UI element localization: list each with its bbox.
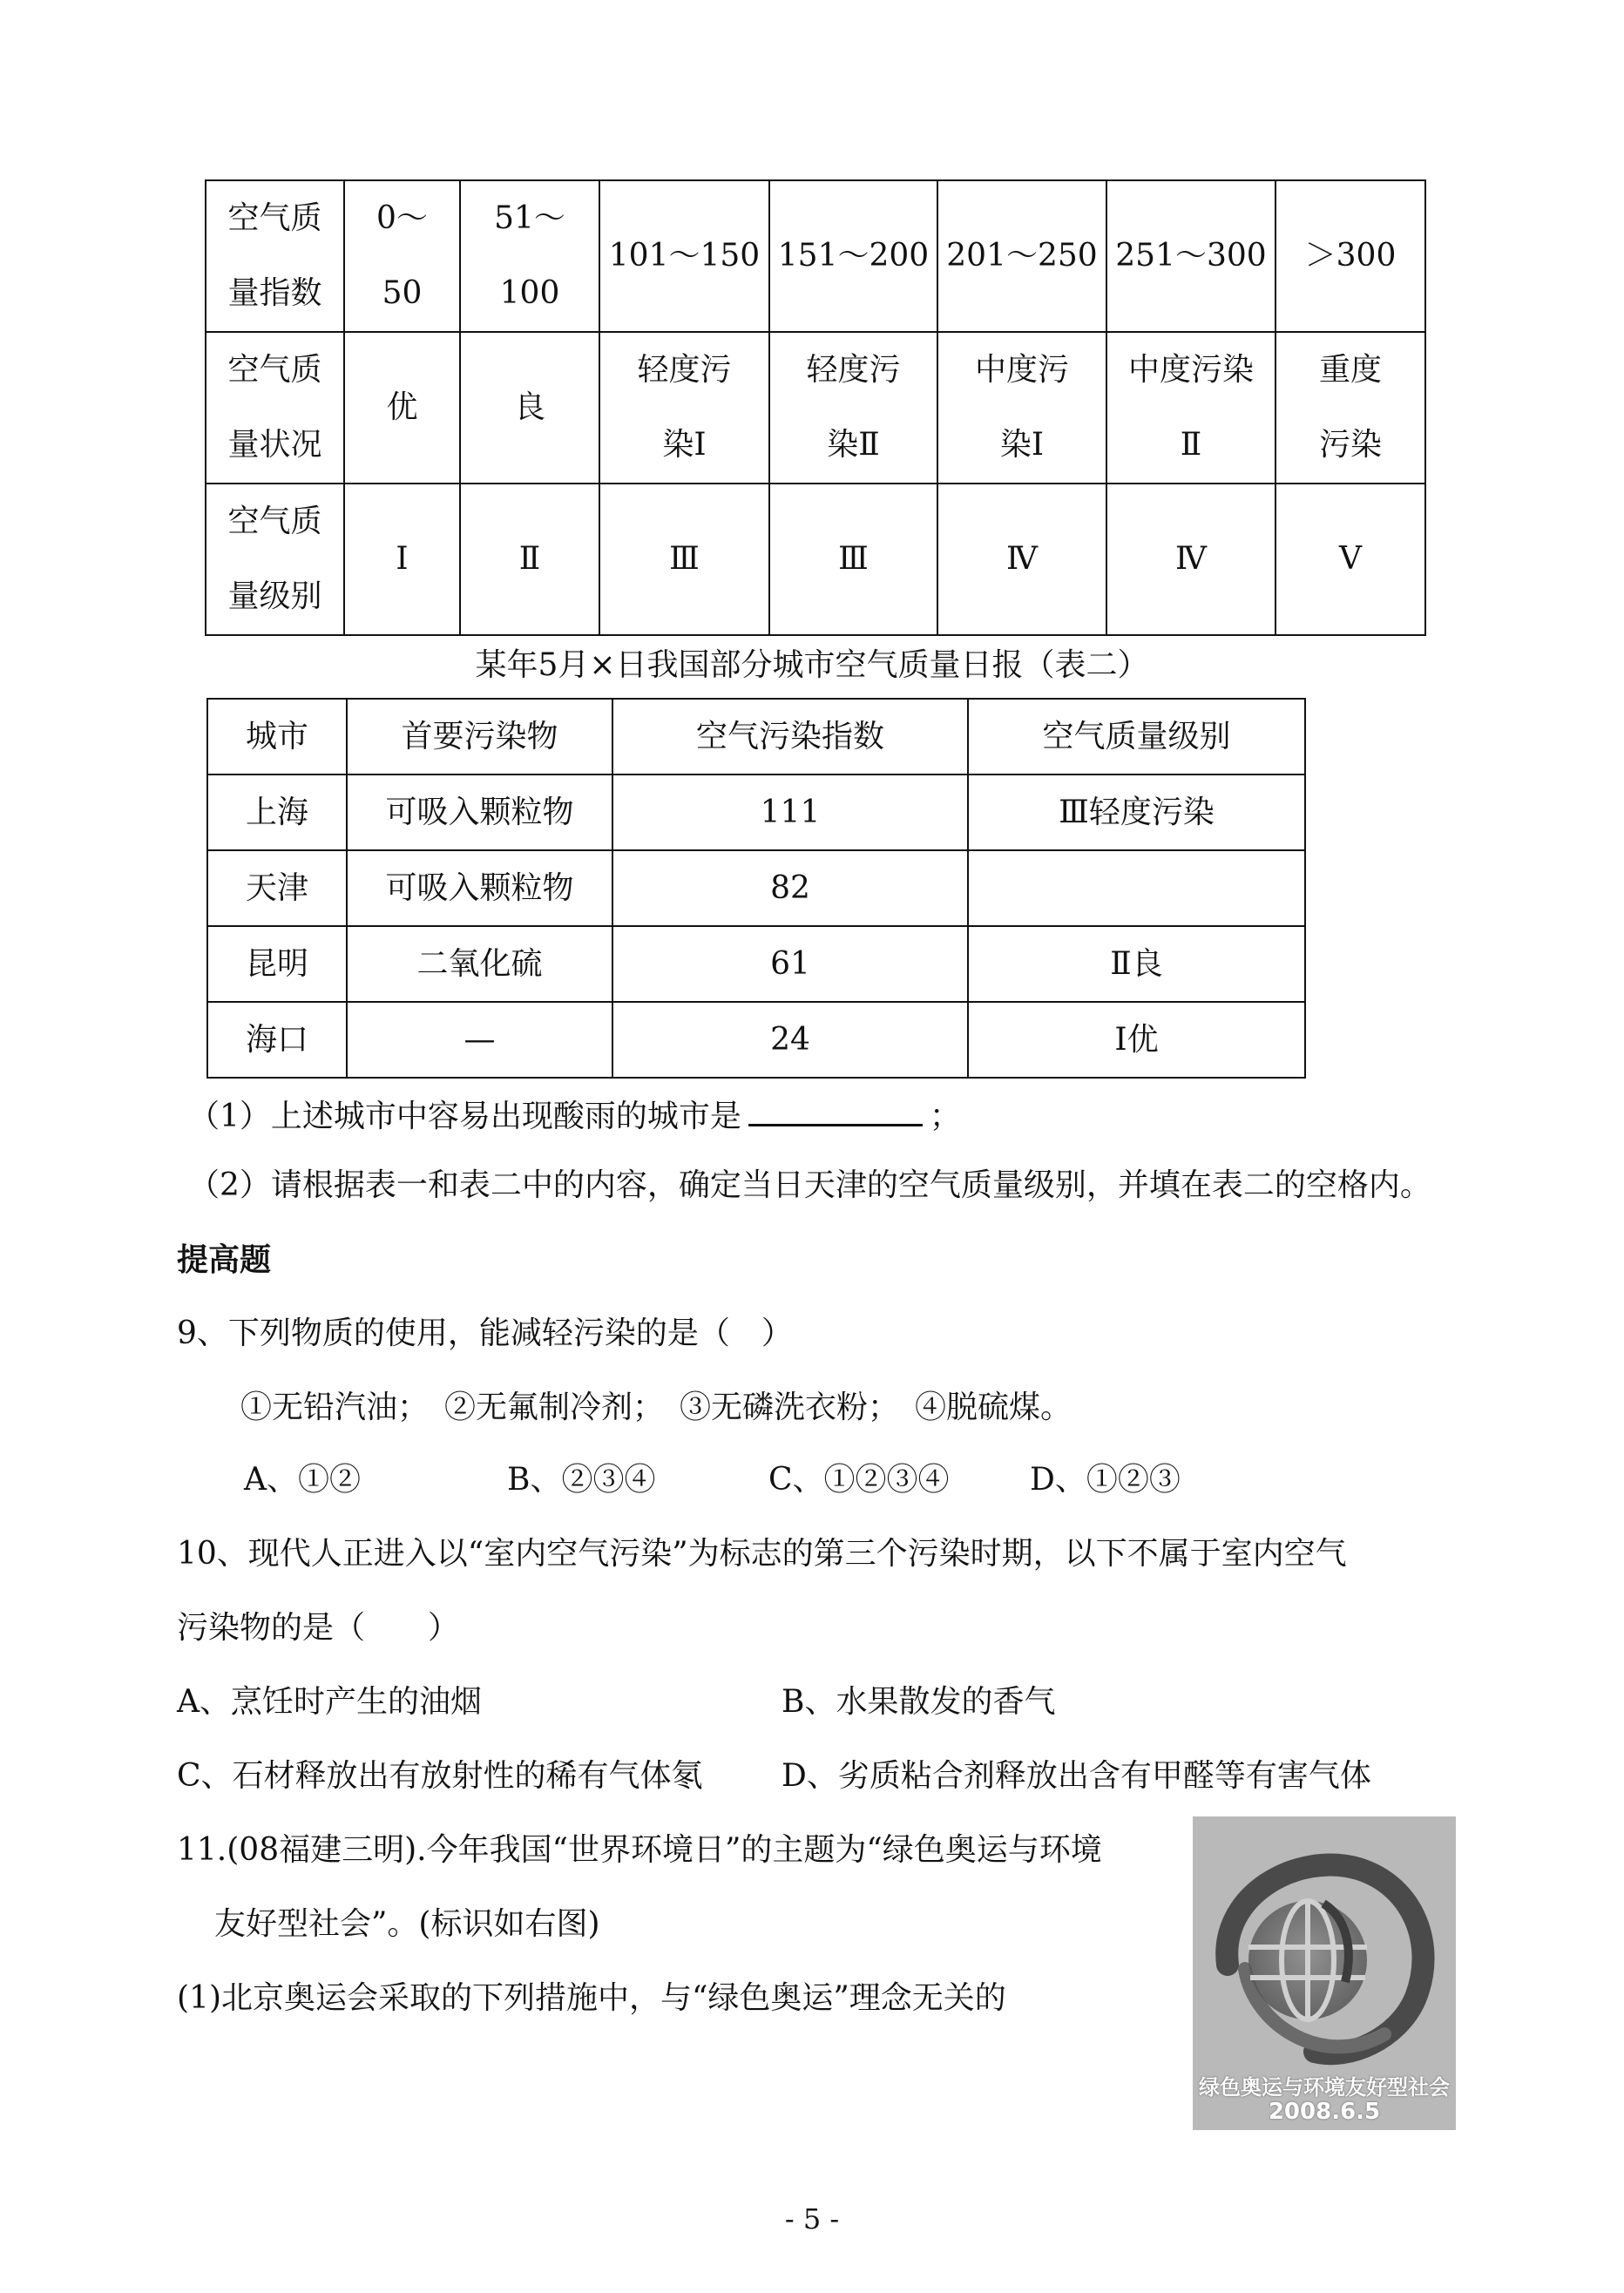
q11-line2: 友好型社会”。(标识如右图) — [214, 1906, 600, 1942]
table-cell: 201～250 — [937, 180, 1106, 332]
table-row — [206, 180, 1425, 332]
table-row — [207, 850, 1305, 926]
table-cell: 61 — [612, 926, 968, 1002]
table-cell: 优 — [344, 332, 460, 484]
answer-blank[interactable] — [748, 1092, 923, 1126]
table-cell: 重度 污染 — [1276, 332, 1425, 484]
table-cell: 可吸入颗粒物 — [347, 774, 612, 850]
table-cell: 51～ 100 — [460, 180, 599, 332]
table-cell: 良 — [460, 332, 599, 484]
q10-option-a: A、烹饪时产生的油烟 — [177, 1684, 482, 1720]
table-cell: Ⅱ — [460, 484, 599, 635]
table-cell: Ⅱ良 — [968, 926, 1305, 1002]
table-cell: Ⅲ — [769, 484, 937, 635]
q10-option-c: C、石材释放出有放射性的稀有气体氡 — [177, 1758, 703, 1794]
table-cell: 空气质 量状况 — [206, 332, 344, 484]
table-cell: — — [347, 1002, 612, 1078]
table-cell: 二氧化硫 — [347, 926, 612, 1002]
logo-text: 绿色奥运与环境友好型社会 — [1199, 2075, 1450, 2100]
table-row — [206, 332, 1425, 484]
q9-option-a: A、①② — [244, 1462, 361, 1498]
column-header: 空气质量级别 — [968, 699, 1305, 774]
section-title: 提高题 — [177, 1241, 272, 1278]
table-cell: 101～150 — [599, 180, 769, 332]
table-cell: 中度污 染Ⅰ — [937, 332, 1106, 484]
q9-stem: 9、下列物质的使用，能减轻污染的是（ ） — [177, 1316, 793, 1351]
q11-line3: (1)北京奥运会采取的下列措施中，与“绿色奥运”理念无关的 — [177, 1980, 1006, 2016]
q10-option-d: D、劣质粘合剂释放出含有甲醛等有害气体 — [782, 1758, 1371, 1794]
table-cell: Ⅰ优 — [968, 1002, 1305, 1078]
table-cell: 251～300 — [1106, 180, 1276, 332]
logo-date: 2008.6.5 — [1268, 2099, 1381, 2125]
table-cell: 空气质 量指数 — [206, 180, 344, 332]
table-cell: 0～ 50 — [344, 180, 460, 332]
table-cell: 昆明 — [207, 926, 347, 1002]
table-cell: Ⅳ — [937, 484, 1106, 635]
table-cell: 轻度污 染Ⅱ — [769, 332, 937, 484]
table-cell: Ⅲ — [599, 484, 769, 635]
table-cell: 轻度污 染Ⅰ — [599, 332, 769, 484]
column-header: 空气污染指数 — [612, 699, 968, 774]
green-olympics-logo — [1193, 1816, 1456, 2130]
q10-stem-line2: 污染物的是（ ） — [177, 1610, 460, 1646]
table-row — [206, 484, 1425, 635]
table-header-row — [207, 699, 1305, 774]
city-air-quality-table — [206, 698, 1306, 1079]
table-cell: 上海 — [207, 774, 347, 850]
table-cell: Ⅳ — [1106, 484, 1276, 635]
aqi-standard-table — [205, 179, 1426, 636]
table2-caption: 某年5月×日我国部分城市空气质量日报（表二） — [475, 647, 1149, 683]
table-cell: 海口 — [207, 1002, 347, 1078]
table-row — [207, 1002, 1305, 1078]
table-cell: 空气质 量级别 — [206, 484, 344, 635]
table-cell: Ⅲ轻度污染 — [968, 774, 1305, 850]
table-cell: Ⅴ — [1276, 484, 1425, 635]
table-cell: 可吸入颗粒物 — [347, 850, 612, 926]
q9-option-d: D、①②③ — [1030, 1462, 1181, 1498]
table-cell: 151～200 — [769, 180, 937, 332]
table-cell: ＞300 — [1276, 180, 1425, 332]
column-header: 城市 — [207, 699, 347, 774]
table-row — [207, 774, 1305, 850]
table-row — [207, 926, 1305, 1002]
page-number: - 5 - — [784, 2202, 840, 2236]
q9-items: ①无铅汽油； ②无氟制冷剂； ③无磷洗衣粉； ④脱硫煤。 — [240, 1390, 1073, 1425]
q10-option-b: B、水果散发的香气 — [782, 1684, 1056, 1720]
q8-part1: （1）上述城市中容易出现酸雨的城市是 ； — [188, 1092, 961, 1136]
table-cell: Ⅰ — [344, 484, 460, 635]
q9-option-c: C、①②③④ — [768, 1462, 950, 1498]
table-cell: 111 — [612, 774, 968, 850]
table-cell: 天津 — [207, 850, 347, 926]
q10-stem-line1: 10、现代人正进入以“室内空气污染”为标志的第三个污染时期，以下不属于室内空气 — [177, 1536, 1347, 1572]
q9-option-b: B、②③④ — [507, 1462, 656, 1498]
fill-in-cell[interactable] — [968, 850, 1305, 926]
table-cell: 中度污染 Ⅱ — [1106, 332, 1276, 484]
table-cell: 24 — [612, 1002, 968, 1078]
table-cell: 82 — [612, 850, 968, 926]
column-header: 首要污染物 — [347, 699, 612, 774]
q11-line1: 11.(08福建三明).今年我国“世界环境日”的主题为“绿色奥运与环境 — [177, 1832, 1102, 1868]
q8-part2: （2）请根据表一和表二中的内容，确定当日天津的空气质量级别，并填在表二的空格内。 — [188, 1167, 1431, 1203]
